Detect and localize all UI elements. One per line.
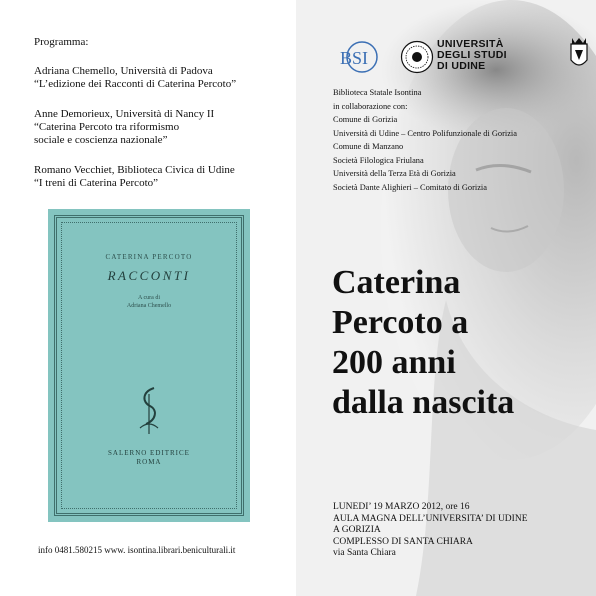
event-details [333, 502, 528, 560]
partners-list [333, 86, 517, 194]
book-cover-image [48, 209, 250, 522]
contact-info: info 0481.580215 www. isontina.librari.beniculturali.it [38, 545, 236, 555]
talk-speaker: Romano Vecchiet, Biblioteca Civica di Udine [34, 164, 235, 176]
right-panel [296, 0, 596, 596]
gorizia-crest-icon [568, 36, 590, 72]
program-heading: Programma: [34, 36, 89, 48]
talk-title: sociale e coscienza nazionale” [34, 134, 168, 146]
left-panel [0, 0, 296, 596]
book-editor: A cura di Adriana Chemello [126, 295, 172, 309]
university-seal-icon [400, 40, 434, 74]
svg-text:BSI: BSI [340, 48, 369, 68]
talk-item [34, 164, 235, 190]
talk-title: “Caterina Percoto tra riformismo [34, 121, 180, 133]
talk-item [34, 65, 236, 91]
partner-line: Comune di Gorizia [333, 115, 398, 124]
sponsor-logos [336, 36, 588, 76]
partner-line: in collaborazione con: [333, 101, 408, 111]
partner-line: Società Dante Alighieri – Comitato di Gorizia [333, 182, 487, 192]
partner-line: Università di Udine – Centro Polifunzionale di Gorizia [333, 128, 517, 138]
event-complex: COMPLESSO DI SANTA CHIARA [333, 536, 473, 547]
publisher-logo-icon [134, 384, 164, 436]
bsi-logo-icon [336, 40, 388, 74]
event-date: LUNEDI’ 19 MARZO 2012, ore 16 [333, 502, 470, 512]
event-city: A GORIZIA [333, 525, 381, 535]
book-author: CATERINA PERCOTO [105, 253, 193, 261]
partner-line: Biblioteca Statale Isontina [333, 88, 422, 97]
university-name: UNIVERSITÀ DEGLI STUDI DI UDINE [437, 38, 507, 72]
talk-title: “L’edizione dei Racconti di Caterina Percoto” [34, 78, 237, 90]
event-street: via Santa Chiara [333, 548, 396, 558]
book-publisher: SALERNO EDITRICE ROMA [108, 449, 190, 466]
book-title: RACCONTI [107, 268, 191, 283]
event-venue: AULA MAGNA DELL’UNIVERSITA’ DI UDINE [333, 513, 528, 524]
partner-line: Università della Terza Età di Gorizia [333, 169, 456, 178]
talk-speaker: Anne Demorieux, Università di Nancy II [34, 108, 215, 120]
talk-speaker: Adriana Chemello, Università di Padova [34, 65, 213, 77]
partner-line: Comune di Manzano [333, 142, 404, 151]
partner-line: Società Filologica Friulana [333, 155, 424, 165]
talk-item [34, 108, 214, 147]
event-title: Caterina Percoto a 200 anni dalla nascita [332, 264, 515, 421]
talk-title: “I treni di Caterina Percoto” [34, 177, 159, 189]
